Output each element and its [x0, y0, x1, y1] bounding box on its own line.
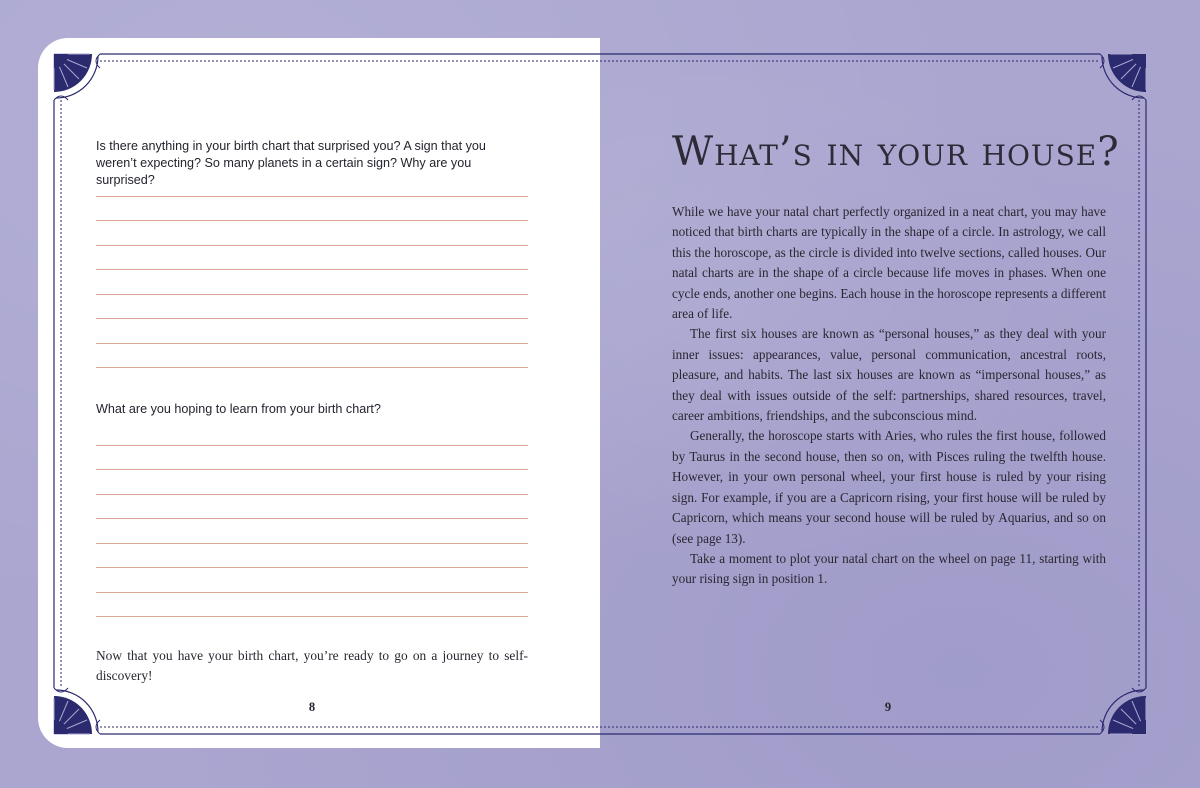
writing-line[interactable]: [96, 470, 528, 495]
chapter-title: What’s in your house?: [672, 129, 1120, 175]
writing-line[interactable]: [96, 519, 528, 544]
body-paragraph: While we have your natal chart perfectly organized in a neat chart, you may have noticed that birth charts are typically in the shape of a circle. In astrology, we call this the horoscope, as the circle is divided into twelve sections, called houses. Our natal charts are in the shape of a circle because life moves in phases. When one cycle ends, another one begins. Each house in the horoscope represents a different area of life.: [672, 204, 1106, 322]
writing-line[interactable]: [96, 270, 528, 295]
writing-line[interactable]: [96, 344, 528, 369]
body-paragraph: Take a moment to plot your natal chart on the wheel on page 11, starting with your rising sign in position 1.: [672, 550, 1106, 587]
writing-line[interactable]: [96, 568, 528, 593]
writing-line[interactable]: [96, 495, 528, 520]
page-number-left: 8: [308, 700, 316, 714]
writing-lines-2[interactable]: [96, 421, 528, 617]
writing-line[interactable]: [96, 319, 528, 344]
journal-prompt-hopes: What are you hoping to learn from your birth chart?: [96, 402, 381, 416]
writing-line[interactable]: [96, 172, 528, 197]
body-text: [672, 202, 1106, 590]
writing-line[interactable]: [96, 593, 528, 618]
journal-prompt-surprise: Is there anything in your birth chart that surprised you? A sign that you weren’t expecting? So many planets in a certain sign? Why are you surprised?: [96, 139, 486, 187]
corner-ornament-top-right: [1102, 54, 1146, 98]
body-paragraph: The first six houses are known as “personal houses,” as they deal with your inner issues: appearances, value, personal communication, ancestral roots, pleasure, and habits. The last six houses are known as “impersonal houses,” as they deal with issues outside of the self: partnerships, shared resources, travel, career ambitions, friendships, and the subconscious mind.: [672, 326, 1106, 424]
writing-line[interactable]: [96, 221, 528, 246]
writing-lines-1[interactable]: [96, 172, 528, 368]
writing-line[interactable]: [96, 421, 528, 446]
writing-line[interactable]: [96, 544, 528, 569]
body-paragraph: Generally, the horoscope starts with Aries, who rules the first house, followed by Taurus in the second house, then so on, with Pisces ruling the twelfth house. However, in your own personal wheel, your first house is ruled by your rising sign. For example, if you are a Capricorn rising, your first house will be ruled by Capricorn, which means your second house will be ruled by Aquarius, and so on (see page 13).: [672, 428, 1106, 546]
page-number-right: 9: [884, 700, 892, 714]
closing-text: Now that you have your birth chart, you’re ready to go on a journey to self-discovery!: [96, 648, 528, 683]
writing-line[interactable]: [96, 295, 528, 320]
writing-line[interactable]: [96, 246, 528, 271]
writing-line[interactable]: [96, 197, 528, 222]
writing-line[interactable]: [96, 446, 528, 471]
corner-ornament-bottom-right: [1102, 690, 1146, 734]
